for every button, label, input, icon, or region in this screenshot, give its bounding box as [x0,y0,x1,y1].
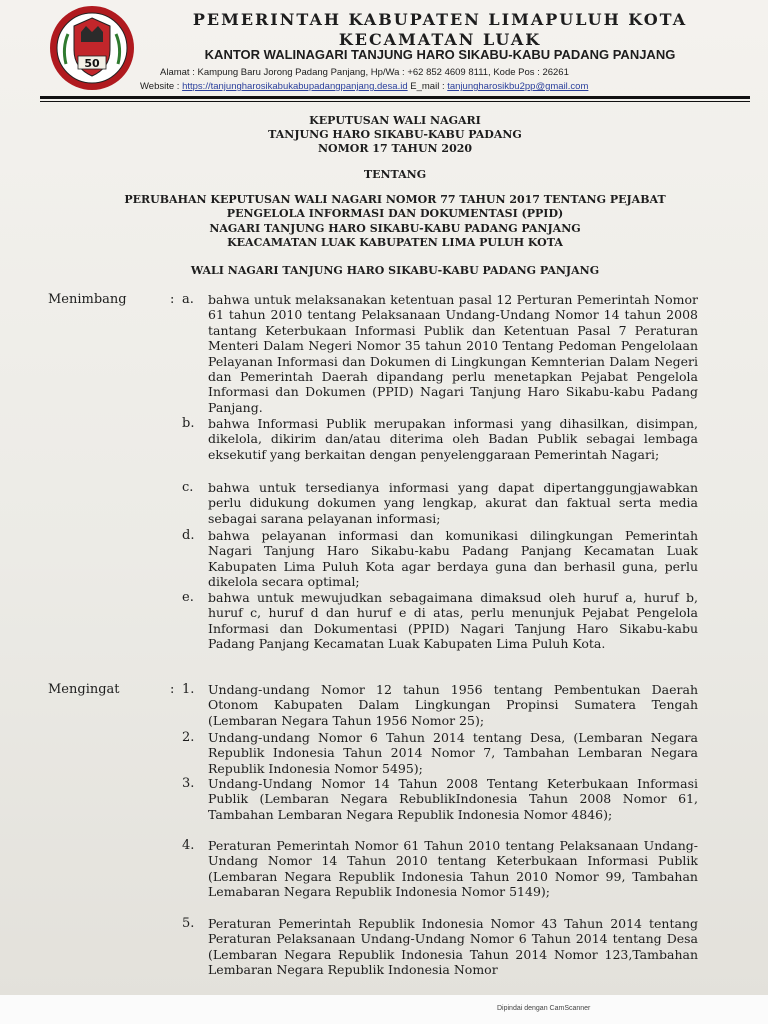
menimbang-item-c: bahwa untuk tersedianya informasi yang dapat dipertanggungjawabkan perlu didukung dokumen yang lengkap, akurat dan faktual serta media sebagai sarana pelayanan informasi; [208,480,698,526]
decree-tentang: TENTANG [363,168,427,181]
mengingat-marker-4: 4. [182,838,195,853]
letterhead-office: KANTOR WALINAGARI TANJUNG HARO SIKABU-KABU PADANG PANJANG [204,47,676,62]
menimbang-marker-d: d. [182,528,195,543]
letterhead-government: PEMERINTAH KABUPATEN LIMAPULUH KOTA [192,10,688,29]
scanner-watermark: Dipindai dengan CamScanner [497,1005,591,1012]
mengingat-item-1: Undang-undang Nomor 12 tahun 1956 tentang Pembentukan Daerah Otonom Kabupaten Dalam Lingkungan Propinsi Sumatera Tengah (Lembaran Negara Tahun 1956 Nomor 25); [208,682,698,728]
decree-title-village: TANJUNG HARO SIKABU-KABU PADANG [268,128,522,141]
mengingat-marker-3: 3. [182,776,195,791]
letterhead-contacts [140,81,588,92]
menimbang-item-b: bahwa Informasi Publik merupakan informasi yang dihasilkan, disimpan, dikelola, dikirim dan/atau diterima oleh Badan Publik sebagai lembaga eksekutif yang berkaitan dengan penyelenggaraan Pemerintah Nagari; [208,416,698,462]
regency-emblem-icon [48,4,136,92]
website-label: Website : [140,81,180,92]
letterhead-district: KECAMATAN LUAK [338,30,542,49]
website-link[interactable]: https://tanjungharosikabukabupadangpanjang.desa.id [182,81,408,92]
mengingat-item-3: Undang-Undang Nomor 14 Tahun 2008 Tentang Keterbukaan Informasi Publik (Lembaran Negara RebublikIndonesia Tahun 2008 Nomor 61, Tambahan Lembaran Negara Republik Indonesia Nomor 4846); [208,776,698,822]
scanner-margin [0,995,768,1024]
mengingat-marker-5: 5. [182,916,195,931]
email-label: E_mail : [410,81,445,92]
decree-subject-line3: NAGARI TANJUNG HARO SIKABU-KABU PADANG PANJANG [209,222,581,235]
mengingat-marker-2: 2. [182,730,195,745]
mengingat-item-4: Peraturan Pemerintah Nomor 61 Tahun 2010 tentang Pelaksanaan Undang-Undang Nomor 14 Tahun 2010 tentang Keterbukaan Informasi Publik (Lembaran Negara Republik Indonesia Tahun 2010 Nomor 99, Tambahan Lemabaran Negara Republik Indonesia Nomor 5149); [208,838,698,900]
letterhead-rule-thin [40,101,750,102]
menimbang-label: Menimbang [48,292,127,307]
menimbang-item-d: bahwa pelayanan informasi dan komunikasi dilingkungan Pemerintah Nagari Tanjung Haro Sikabu-kabu Padang Panjang Kecamatan Luak Kabupaten Lima Puluh Kota agar berdaya guna dan berhasil guna, perlu dikelola secara optimal; [208,528,698,590]
mengingat-marker-1: 1. [182,682,195,697]
email-link[interactable]: tanjungharosikbu2pp@gmail.com [447,81,589,92]
menimbang-marker-c: c. [182,480,194,495]
menimbang-marker-a: a. [182,292,194,307]
decree-title: KEPUTUSAN WALI NAGARI [309,114,481,127]
mengingat-label: Mengingat [48,682,120,697]
decree-subject-line1: PERUBAHAN KEPUTUSAN WALI NAGARI NOMOR 77 TAHUN 2017 TENTANG PEJABAT [124,193,666,206]
decree-issuer: WALI NAGARI TANJUNG HARO SIKABU-KABU PADANG PANJANG [190,264,600,277]
menimbang-item-e: bahwa untuk mewujudkan sebagaimana dimaksud oleh huruf a, huruf b, huruf c, huruf d dan huruf e di atas, perlu menunjuk Pejabat Pengelola Informasi dan Dokumentasi (PPID) Nagari Tanjung Haro Sikabu-kabu Padang Panjang Kecamatan Luak Kabupaten Lima Puluh Kota. [208,590,698,652]
decree-number: NOMOR 17 TAHUN 2020 [317,142,473,155]
decree-subject-line2: PENGELOLA INFORMASI DAN DOKUMENTASI (PPID) [226,207,564,220]
letterhead-address: Alamat : Kampung Baru Jorong Padang Panjang, Hp/Wa : +62 852 4609 8111, Kode Pos : 26261 [160,67,569,78]
letterhead-rule-thick [40,96,750,99]
mengingat-item-5: Peraturan Pemerintah Republik Indonesia Nomor 43 Tahun 2014 tentang Peraturan Pelaksanaan Undang-Undang Nomor 6 Tahun 2014 tentang Desa (Lembaran Negara Republik Indonesia Tahun 2014 Nomor 123,Tambahan Lembaran Negara Republik Indonesia Nomor [208,916,698,978]
menimbang-colon: : [170,292,175,307]
menimbang-marker-e: e. [182,590,194,605]
emblem-number: 50 [84,57,100,70]
decree-subject-line4: KEACAMATAN LUAK KABUPATEN LIMA PULUH KOTA [227,236,563,249]
menimbang-item-a: bahwa untuk melaksanakan ketentuan pasal 12 Perturan Pemerintah Nomor 61 tahun 2010 tentang Pelaksanaan Undang-Undang Nomor 14 tahun 2008 tantang Keterbukaan Informasi Publik dan Ketentuan Pasal 7 Peraturan Menteri Dalam Negeri Nomor 35 tahun 2010 Tentang Pedoman Pengelolaan Pelayanan Informasi dan Dokumen di Lingkungan Kemnterian Dalam Negeri dan Pemerintah Daerah dipandang perlu menetapkan Pejabat Pengelola Informasi dan Dokumen (PPID) Nagari Tanjung Haro Sikabu-kabu Padang Panjang. [208,292,698,415]
menimbang-marker-b: b. [182,416,195,431]
mengingat-colon: : [170,682,175,697]
mengingat-item-2: Undang-undang Nomor 6 Tahun 2014 tentang Desa, (Lembaran Negara Republik Indonesia Tahun 2014 Nomor 7, Tambahan Lembaran Negara Republik Indonesia Nomor 5495); [208,730,698,776]
